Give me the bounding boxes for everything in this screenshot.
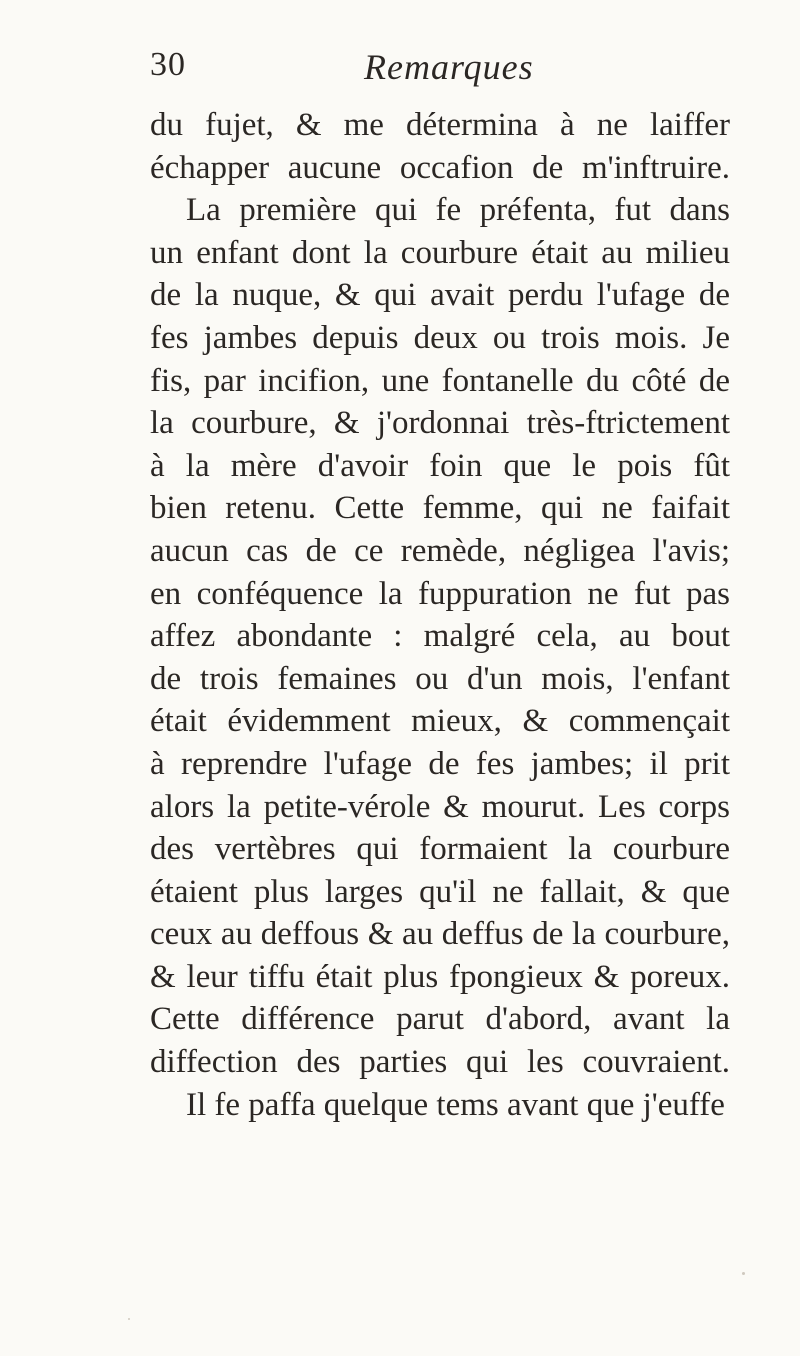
text-line: Il fe paffa quelque tems avant que j'euffe [186,1086,725,1123]
paper-speck [742,1272,745,1275]
running-title: Remarques [364,47,534,87]
running-head [150,40,710,90]
text-line: du fujet, & me détermina à ne laiffer [150,107,730,143]
paper-speck [128,1318,130,1320]
text-line: & leur tiffu était plus fpongieux & poreux. [150,958,730,995]
text-line: la courbure, & j'ordonnai très-ftrictement [150,405,730,442]
text-line: bien retenu. Cette femme, qui ne faifait [150,490,730,527]
text-line: un enfant dont la courbure était au milieu [150,234,730,271]
text-line: Cette différence parut d'abord, avant la [150,1001,730,1038]
text-line: aucun cas de ce remède, négligea l'avis; [150,532,730,569]
text-line: des vertèbres qui formaient la courbure [150,831,730,868]
text-line: à reprendre l'ufage de fes jambes; il prit [150,745,730,782]
text-line: était évidemment mieux, & commençait [150,703,730,740]
text-line: fes jambes depuis deux ou trois mois. Je [150,319,730,356]
text-line: en conféquence la fuppuration ne fut pas [150,575,730,612]
text-line: diffection des parties qui les couvraient. [150,1044,730,1081]
page-number: 30 [150,46,186,83]
text-line: affez abondante : malgré cela, au bout [150,618,730,655]
text-line: alors la petite-vérole & mourut. Les corps [150,788,730,825]
text-line: ceux au deffous & au deffus de la courbure, [150,916,730,953]
text-line: de trois femaines ou d'un mois, l'enfant [150,660,730,697]
body-text [150,104,730,1126]
text-line: fis, par incifion, une fontanelle du côté de [150,362,730,399]
text-line: étaient plus larges qu'il ne fallait, & que [150,873,730,910]
text-line: à la mère d'avoir foin que le pois fût [150,447,730,484]
text-line: échapper aucune occafion de m'inftruire. [150,149,730,186]
text-line: de la nuque, & qui avait perdu l'ufage de [150,277,730,314]
text-line: La première qui fe préfenta, fut dans [186,192,730,229]
